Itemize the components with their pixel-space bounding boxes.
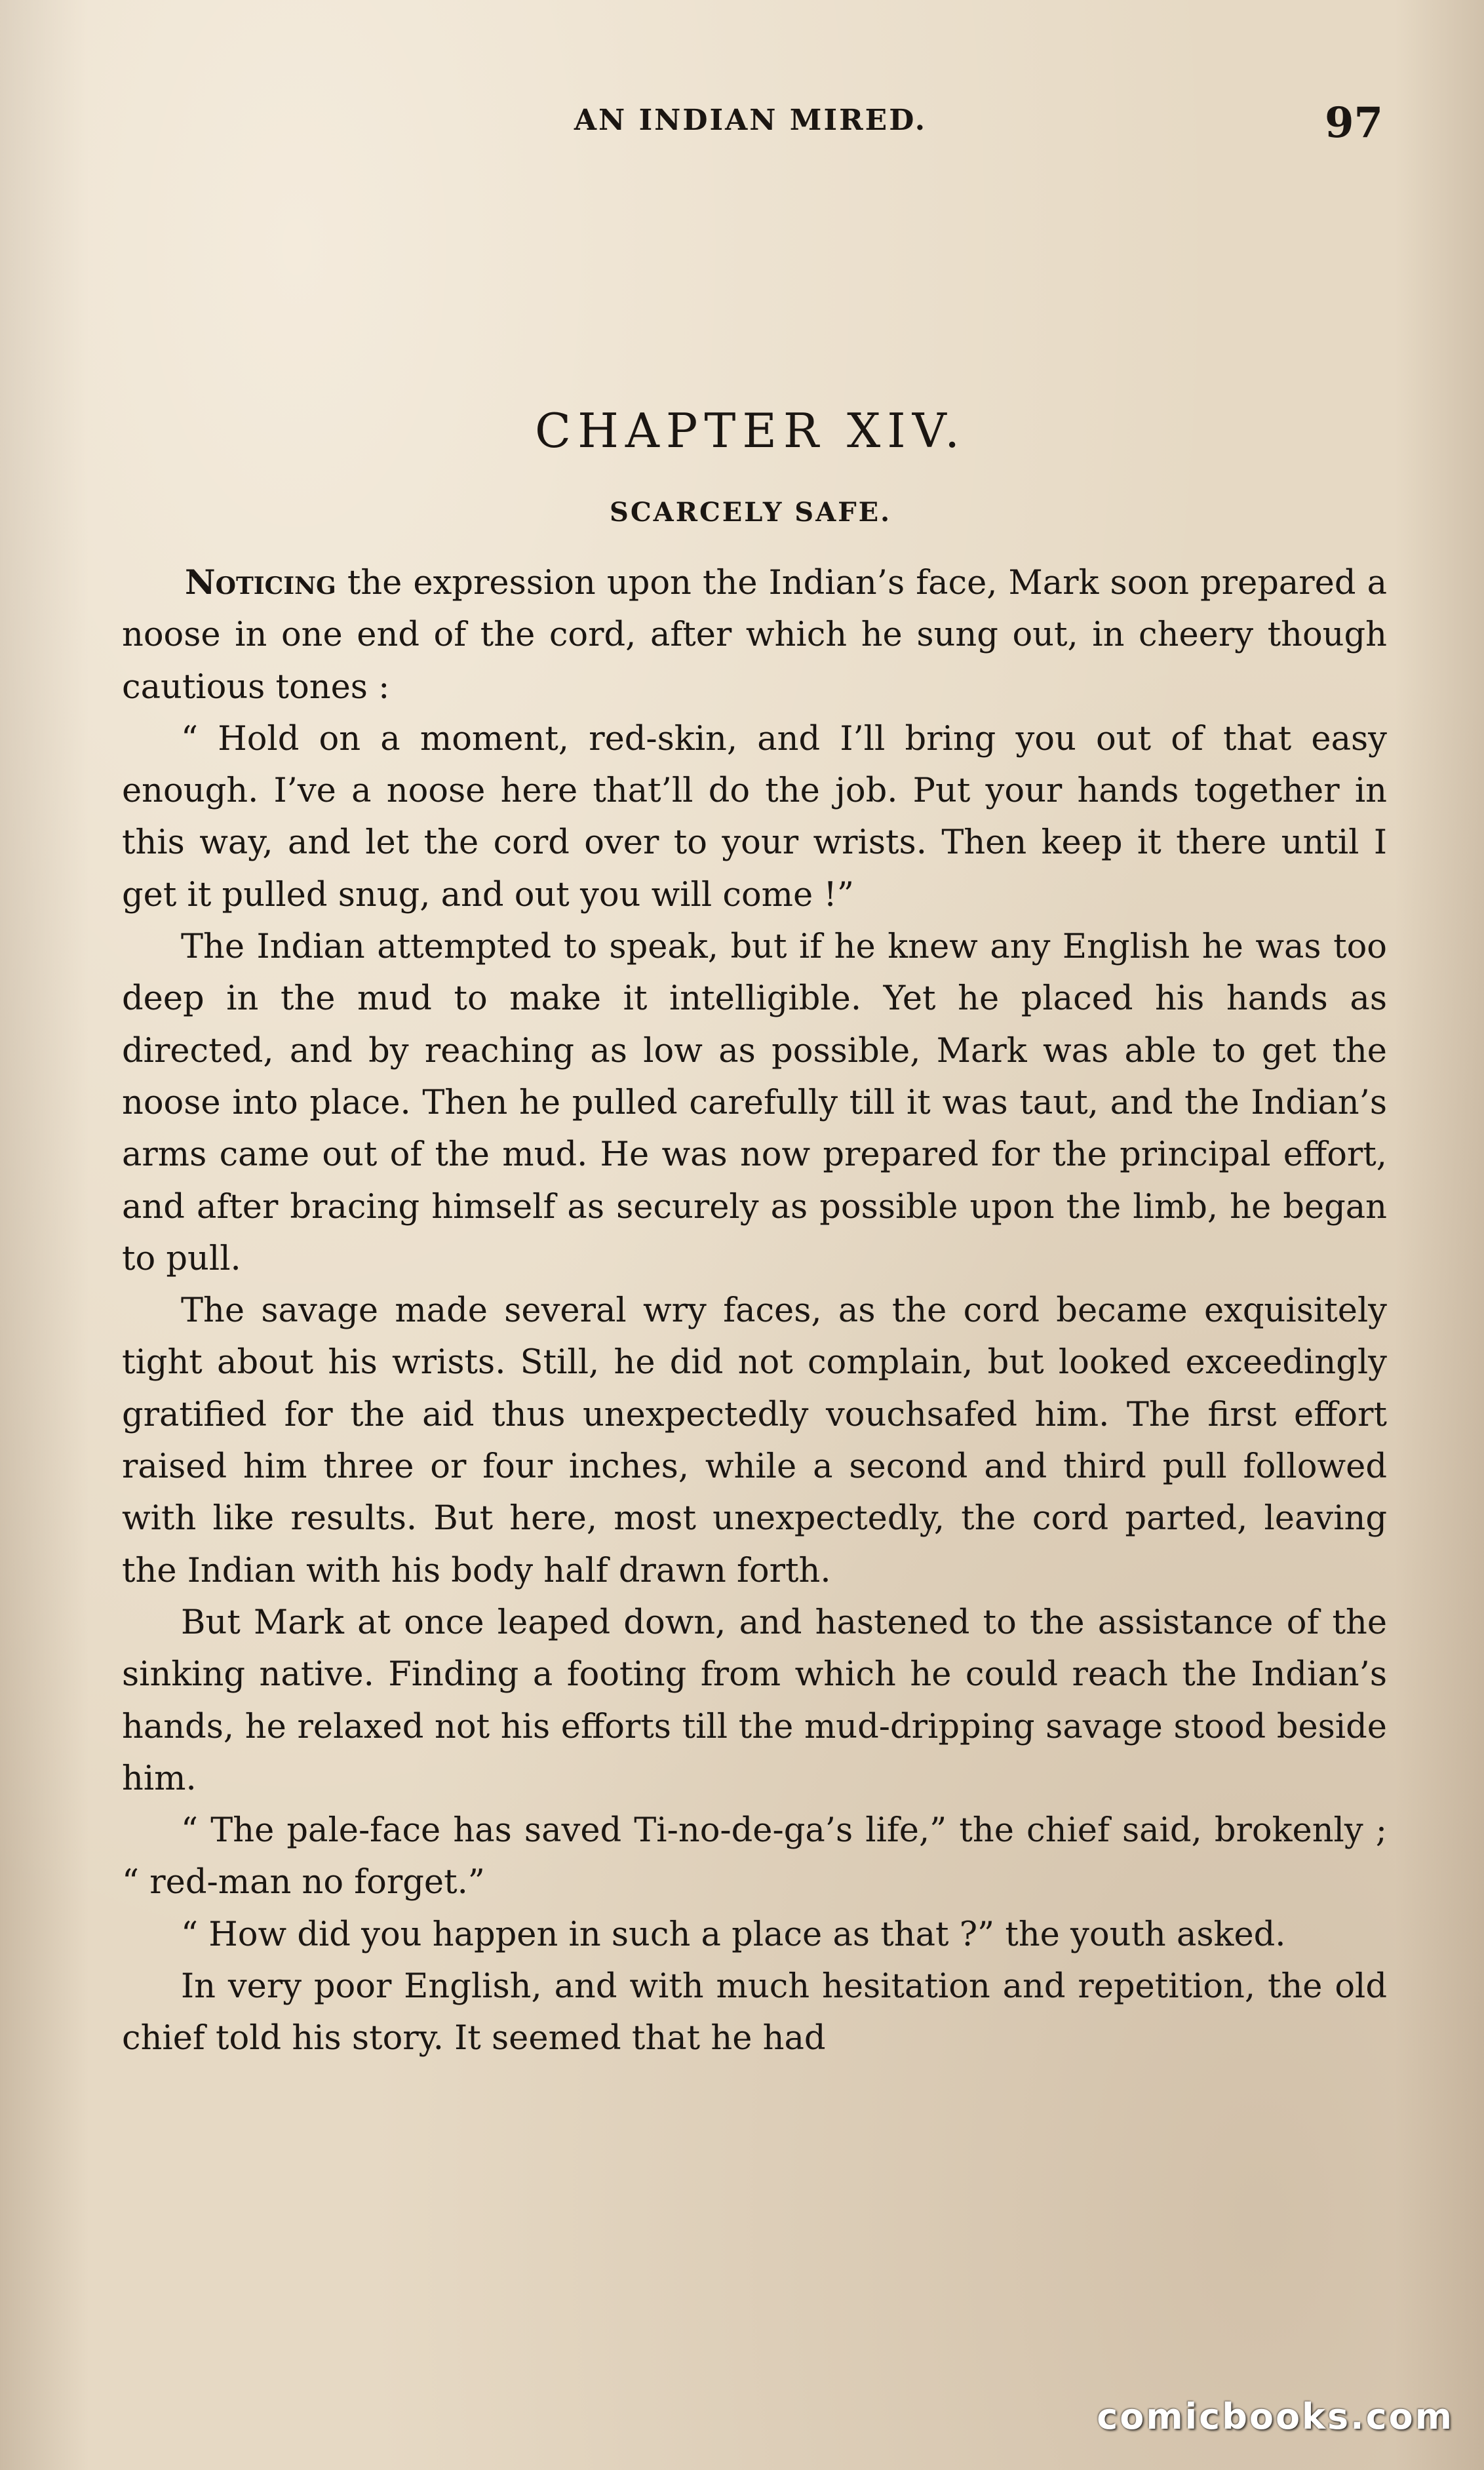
paragraph-3: The Indian attempted to speak, but if he knew any English he was too deep in the mud to make it intelligible. Yet he placed his hands as directed, and by reaching as low as possible, Mark was able to get the noose into place. Then he pulled carefully till it was taut, and the Indian’s arms came out of the mud. He was now prepared for the principal effort, and after bracing himself as securely as possible upon the limb, he began to pull. <box>122 928 1387 1278</box>
paragraph-2: “ Hold on a moment, red-skin, and I’ll bring you out of that easy enough. I’ve a noose here that’ll do the job. Put your hands together in this way, and let the cord over to your wrists. Then keep it there until I get it pulled snug, and out you will come !” <box>122 719 1387 914</box>
lead-word: Noticing <box>185 563 336 602</box>
paragraph-6: “ The pale-face has saved Ti-no-de-ga’s life,” the chief said, brokenly ; “ red-man no forget.” <box>122 1811 1387 1902</box>
paragraph-1-text: the expression upon the Indian’s face, Mark soon prepared a noose in one end of the cord, after which he sung out, in cheery though cautious tones : <box>122 564 1387 707</box>
running-title: AN INDIAN MIRED. <box>574 104 928 137</box>
paragraph-5: But Mark at once leaped down, and hastened to the assistance of the sinking native. Finding a footing from which he could reach the Indian’s hands, he relaxed not his efforts till the mud-dripping savage stood beside him. <box>122 1603 1387 1798</box>
page-number: 97 <box>1324 98 1383 147</box>
paragraph-8: In very poor English, and with much hesitation and repetition, the old chief told his story. It seemed that he had <box>122 1967 1387 2058</box>
paragraph-4: The savage made several wry faces, as the cord became exquisitely tight about his wrists. Still, he did not complain, but looked exceedingly gratified for the aid thus unexpectedly vouchsafed him. The first effort raised him three or four inches, while a second and third pull followed with like results. But here, most unexpectedly, the cord parted, leaving the Indian with his body half drawn forth. <box>122 1291 1387 1590</box>
chapter-title: CHAPTER XIV. <box>535 403 966 458</box>
watermark: comicbooks.com <box>1097 2396 1454 2437</box>
body-text <box>122 557 1387 2065</box>
paragraph-1 <box>122 557 1387 713</box>
paragraph-7: “ How did you happen in such a place as that ?” the youth asked. <box>181 1915 1286 1954</box>
chapter-subtitle: SCARCELY SAFE. <box>609 497 892 528</box>
running-head <box>118 98 1383 147</box>
